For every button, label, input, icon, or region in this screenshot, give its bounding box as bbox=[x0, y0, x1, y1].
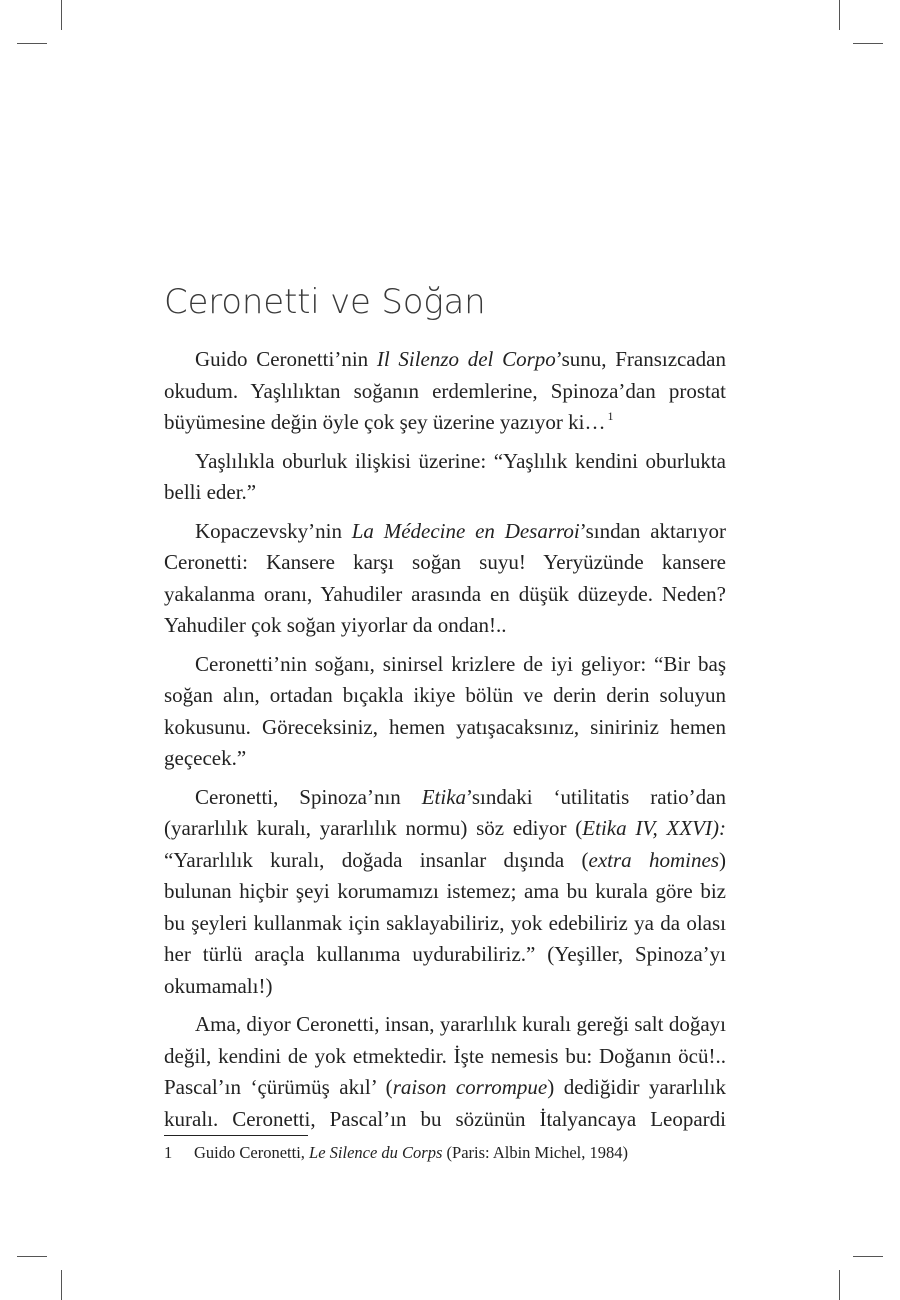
crop-mark-top-right bbox=[839, 0, 840, 30]
paragraph: Guido Ceronetti’nin Il Silenzo del Corpo’sunu, Fransızcadan okudum. Yaşlılıktan soğanın erdemlerine, Spinoza’dan prostat büyümesine değin öyle çok şey üzerine yazıyor ki… $^1$ bbox=[164, 347, 726, 434]
paragraph: Yaşlılıkla oburluk ilişkisi üzerine: “Yaşlılık kendini oburlukta belli eder.” bbox=[164, 448, 726, 504]
crop-mark-bottom-right bbox=[839, 1270, 840, 1300]
footnote-number: 1 bbox=[164, 1143, 173, 1162]
crop-mark-top-right bbox=[853, 43, 883, 44]
crop-mark-bottom-left bbox=[61, 1270, 62, 1300]
footnote-separator bbox=[164, 1135, 308, 1136]
paragraph: Ceronetti, Spinoza’nın Etika’sındaki ‘utilitatis ratio’dan (yararlılık kuralı, yararlılık normu) söz ediyor (Etika IV, XXVI): “Yararlılık kuralı, doğada insanlar dışında (extra homines) bulunan hiçbir şeyi korumamızı istemez; ama bu kurala göre biz bu şeyleri kullanmak için saklayabiliriz, yok edebiliriz ya da olası her türlü araçla kullanıma uydurabiliriz.” (Yeşiller, Spinoza’yı okumamalı!) bbox=[164, 784, 726, 998]
book-title: Etika bbox=[421, 784, 467, 809]
crop-mark-bottom-left bbox=[17, 1256, 47, 1257]
crop-mark-top-left bbox=[17, 43, 47, 44]
footnote: 1 Guido Ceronetti, Le Silence du Corps (Paris: Albin Michel, 1984) bbox=[164, 1143, 629, 1162]
book-title: La Médecine en Desarroi bbox=[351, 518, 580, 543]
crop-mark-top-left bbox=[61, 0, 62, 30]
paragraph: Ceronetti’nin soğanı, sinirsel krizlere de iyi geliyor: “Bir baş soğan alın, ortadan bıçakla ikiye bölün ve derin derin soluyun kokusunu. Göreceksiniz, hemen yatışacaksınız, siniriniz hemen geçecek.” bbox=[164, 651, 726, 770]
latin-term: raison corrompue bbox=[392, 1075, 548, 1099]
crop-mark-bottom-right bbox=[853, 1256, 883, 1257]
book-title: Le Silence du Corps bbox=[309, 1143, 443, 1162]
paragraph: Ama, diyor Ceronetti, insan, yararlılık kuralı gereği salt doğayı değil, kendini de yok etmektedir. İşte nemesis bu: Doğanın öcü!.. Pascal’ın ‘çürümüş akıl’ (raison corrompue) dediğidir yararlılık kuralı. Ceronetti, Pascal’ın bu sözünün İtalyancaya Leopardi bbox=[164, 1012, 726, 1131]
citation: Etika IV, XXVI): bbox=[582, 816, 726, 840]
latin-term: extra homines bbox=[588, 847, 719, 872]
chapter-title: Ceronetti ve Soğan bbox=[164, 282, 486, 322]
book-title: Il Silenzo del Corpo bbox=[376, 347, 556, 371]
body-text bbox=[164, 344, 726, 1135]
footnote-reference: 1 bbox=[607, 409, 614, 423]
paragraph: Kopaczevsky’nin La Médecine en Desarroi’sından aktarıyor Ceronetti: Kansere karşı soğan suyu! Yeryüzünde kansere yakalanma oranı, Yahudiler arasında en düşük düzeyde. Neden? Yahudiler çok soğan yiyorlar da ondan!.. bbox=[164, 518, 726, 637]
